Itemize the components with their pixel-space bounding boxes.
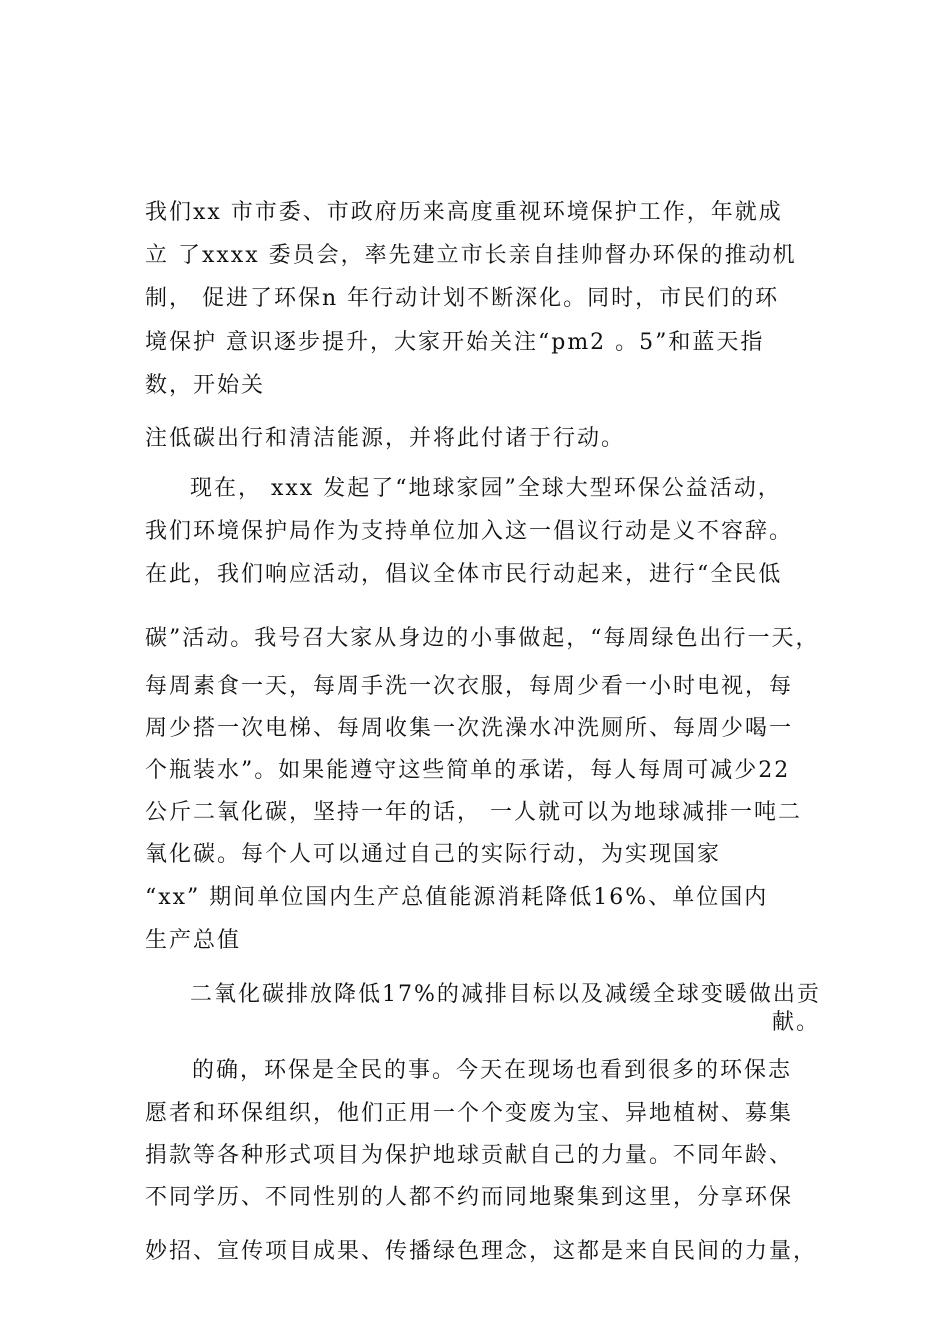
text-line: 每周素食一天，每周手洗一次衣服，每周少看一小时电视，每 — [145, 674, 794, 699]
text-line: 周少搭一次电梯、每周收集一次洗澡水冲洗厕所、每周少喝一 — [145, 716, 794, 741]
text-line: 制， 促进了环保n 年行动计划不断深化。同时，市民们的环 — [145, 286, 780, 311]
text-line: 愿者和环保组织，他们正用一个个变废为宝、异地植树、募集 — [145, 1101, 794, 1126]
text-line: 不同学历、不同性别的人都不约而同地聚集到这里，分享环保 — [145, 1185, 794, 1210]
text-line: 公斤二氧化碳，坚持一年的话， 一人就可以为地球减排一吨二 — [145, 800, 802, 825]
text-line: 我们环境保护局作为支持单位加入这一倡议行动是义不容辞。 — [145, 519, 794, 544]
text-line: 境保护 意识逐步提升，大家开始关注“pm2 。5”和蓝天指 — [145, 330, 765, 355]
text-line: 现在， xxx 发起了“地球家园”全球大型环保公益活动， — [190, 476, 782, 501]
text-line: 妙招、宣传项目成果、传播绿色理念，这都是来自民间的力量， — [145, 1239, 818, 1264]
text-line: 我们xx 市市委、市政府历来高度重视环境保护工作，年就成 — [145, 200, 783, 225]
text-line: 献。 — [771, 1010, 820, 1035]
text-line: 个瓶装水”。如果能遵守这些简单的承诺，每人每周可减少22 — [145, 758, 791, 783]
text-line: 氧化碳。每个人可以通过自己的实际行动，为实现国家 — [145, 842, 722, 867]
text-line: 二氧化碳排放降低17%的减排目标以及减缓全球变暖做出贡 — [190, 982, 821, 1007]
text-line: 碳”活动。我号召大家从身边的小事做起，“每周绿色出行一天， — [145, 626, 820, 651]
text-line: 捐款等各种形式项目为保护地球贡献自己的力量。不同年龄、 — [145, 1143, 794, 1168]
text-line: 的确，环保是全民的事。今天在现场也看到很多的环保志 — [192, 1058, 793, 1083]
text-line: 立 了xxxx 委员会，率先建立市长亲自挂帅督办环保的推动机 — [145, 243, 797, 268]
text-line: “xx” 期间单位国内生产总值能源消耗降低16%、单位国内 — [145, 885, 769, 910]
text-line: 注低碳出行和清洁能源，并将此付诸于行动。 — [145, 426, 626, 451]
text-line: 在此，我们响应活动，倡议全体市民行动起来，进行“全民低 — [145, 562, 783, 587]
text-line: 生产总值 — [145, 928, 242, 953]
text-line: 数，开始关 — [145, 373, 266, 398]
